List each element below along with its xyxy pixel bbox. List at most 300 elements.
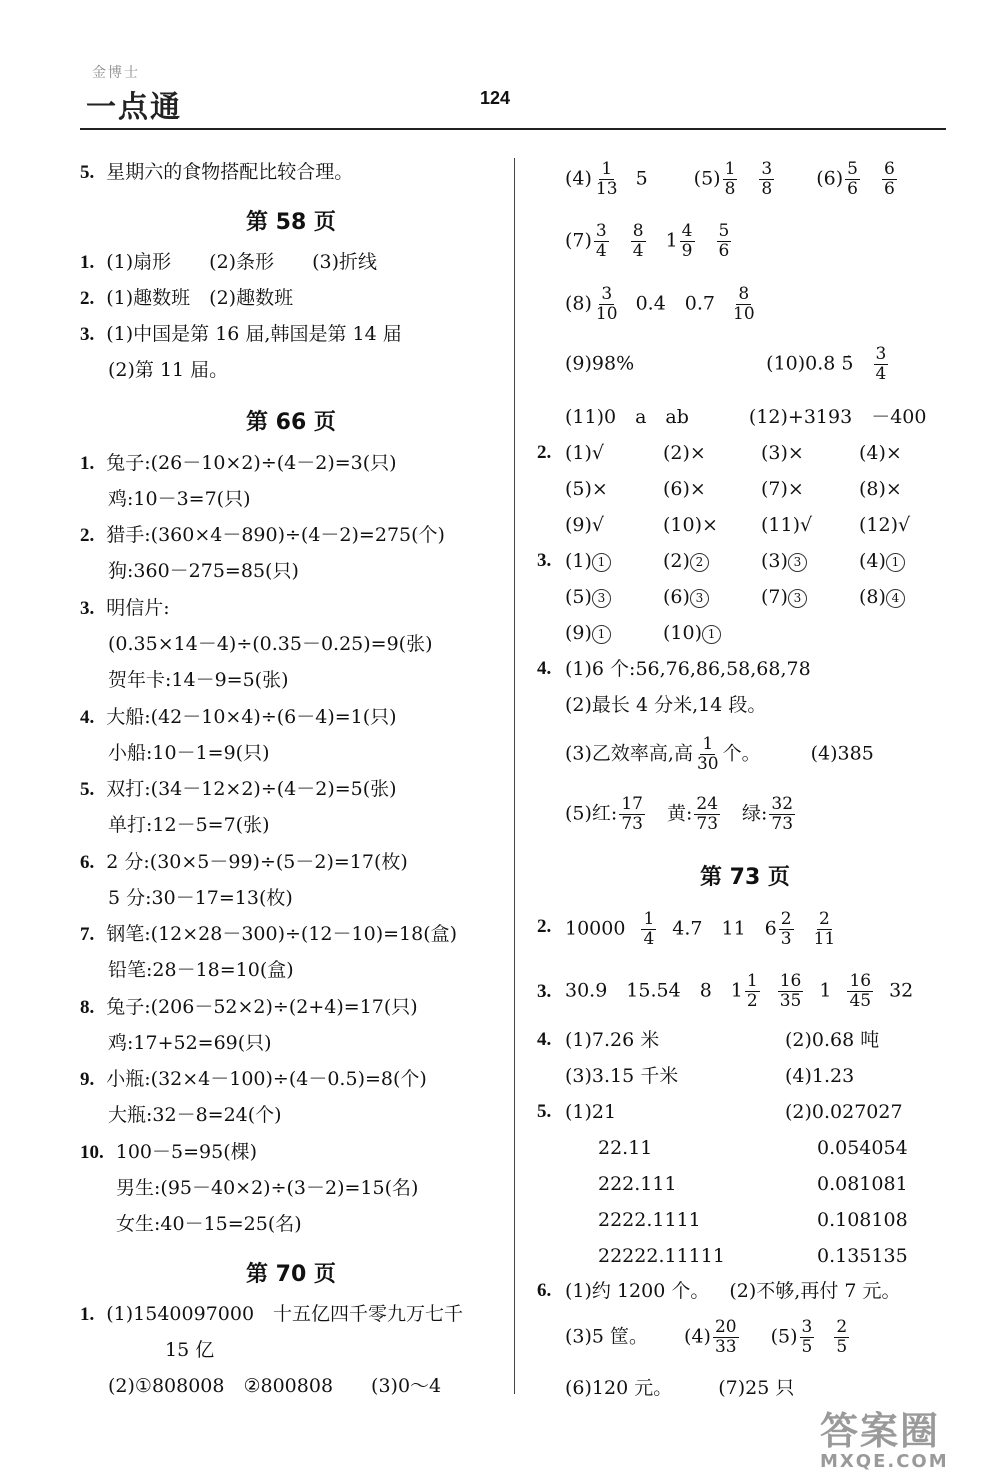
- answer-line: [80, 850, 408, 875]
- sequence-value: [817, 1208, 908, 1232]
- text-span: 4.7 11 6: [672, 917, 777, 940]
- item-label: (3): [761, 442, 788, 464]
- item-label: (1): [565, 442, 592, 464]
- answer-text: 狗:360－275=85(只): [108, 560, 299, 582]
- mark: ×: [787, 442, 804, 464]
- fraction: [594, 222, 609, 261]
- item-label: (11): [761, 514, 801, 536]
- fraction: [769, 795, 795, 834]
- numerator: 2: [836, 1317, 848, 1337]
- answer-text: 鸡:17+52=69(只): [108, 1032, 272, 1054]
- question-number: 1.: [80, 453, 95, 474]
- choice-item: [859, 477, 902, 501]
- text-span: (6)120 元。: [565, 1377, 673, 1399]
- choice-item: [565, 621, 611, 645]
- question-number: 6.: [537, 1280, 552, 1301]
- question-number: 9.: [80, 1069, 95, 1090]
- answer-text: 小瓶:(32×4－100)÷(4－0.5)=8(个): [106, 1068, 427, 1090]
- fraction: [695, 735, 721, 774]
- answer-line: [565, 1100, 616, 1124]
- answer-line: [565, 285, 759, 324]
- fraction: [717, 222, 732, 261]
- numerator: 32: [771, 794, 794, 814]
- answer-text: 明信片:: [106, 597, 170, 619]
- item-label: (5): [565, 586, 592, 608]
- numerator: 3: [801, 1317, 813, 1337]
- answer-line: [565, 345, 890, 384]
- answer-text: 单打:12－5=7(张): [108, 814, 270, 836]
- mark: ×: [689, 442, 706, 464]
- fraction: [594, 285, 620, 324]
- sequence-value: [598, 1136, 652, 1160]
- text-span: 222.111: [598, 1173, 677, 1195]
- answer-line: [80, 922, 457, 947]
- section-heading: 第 58 页: [246, 210, 336, 235]
- answer-text: (2)最长 4 分米,14 段。: [565, 694, 767, 716]
- answer-text: 女生:40－15=25(名): [116, 1213, 302, 1235]
- answer-line: [108, 886, 293, 910]
- text-span: 0.4 0.7: [635, 292, 715, 315]
- fraction: [759, 160, 774, 199]
- answer-text: 兔子:(26－10×2)÷(4－2)=3(只): [106, 452, 397, 474]
- mark: ×: [702, 514, 718, 536]
- text-span: (7)25 只: [718, 1377, 795, 1399]
- choice-item: [663, 621, 721, 645]
- numerator: 6: [883, 159, 895, 179]
- answer-line: [785, 1100, 903, 1124]
- answer-text: (1)1540097000 十五亿四千零九万七千: [106, 1303, 464, 1325]
- text-span: 1: [819, 979, 832, 1002]
- answer-text: (0.35×14－4)÷(0.35－0.25)=9(张): [108, 633, 433, 655]
- sequence-value: [817, 1244, 908, 1268]
- numerator: 1: [724, 159, 736, 179]
- section-heading: 第 73 页: [700, 865, 790, 890]
- answer-line: [565, 222, 733, 261]
- text-span: 32: [889, 979, 914, 1002]
- numerator: 1: [746, 971, 758, 991]
- answer-line: [565, 1376, 794, 1400]
- answer-line: [116, 1212, 302, 1236]
- denominator: 5: [836, 1337, 848, 1357]
- answer-text: 兔子:(206－52×2)÷(2+4)=17(只): [106, 996, 418, 1018]
- denominator: 8: [724, 179, 736, 199]
- answer-line: [785, 1028, 879, 1052]
- numerator: 17: [621, 794, 643, 814]
- answer-line: [80, 705, 397, 730]
- answer-text: 双打:(34－12×2)÷(4－2)=5(张): [106, 778, 397, 800]
- question-number: 6.: [80, 852, 95, 873]
- item-label: (4): [859, 550, 886, 572]
- column-divider: [514, 158, 515, 1394]
- answer-text: 大船:(42－10×4)÷(6－4)=1(只): [106, 706, 397, 728]
- choice-item: [859, 513, 910, 537]
- numerator: 1: [702, 734, 714, 754]
- text-span: 5: [635, 167, 648, 190]
- answer-text: (1)6 个:56,76,86,58,68,78: [565, 658, 811, 680]
- denominator: 45: [849, 991, 872, 1011]
- question-number: 4.: [80, 707, 95, 728]
- text-span: (5)红:: [565, 802, 618, 825]
- answer-line: [80, 1067, 427, 1092]
- answer-line: [80, 523, 445, 548]
- answer-line: [565, 160, 899, 199]
- numerator: 3: [875, 344, 887, 364]
- denominator: 5: [801, 1337, 813, 1357]
- denominator: 30: [696, 754, 719, 774]
- denominator: 73: [771, 814, 794, 834]
- text-span: 0.135135: [817, 1245, 908, 1267]
- fraction: [680, 222, 695, 261]
- numerator: 2: [780, 909, 792, 929]
- answer-line: [80, 596, 170, 621]
- numerator: 3: [761, 159, 773, 179]
- denominator: 6: [847, 179, 858, 199]
- text-span: (4): [565, 167, 592, 190]
- fraction: [812, 910, 838, 949]
- text-span: 绿:: [742, 802, 768, 825]
- text-span: (5): [693, 167, 721, 190]
- text-span: (12)+3193 －400: [748, 406, 927, 428]
- numerator: 20: [714, 1317, 737, 1337]
- choice-item: [859, 441, 902, 465]
- choice-item: [565, 585, 611, 609]
- item-label: (7): [761, 478, 788, 500]
- choice-item: [663, 513, 718, 537]
- text-span: 22.11: [598, 1137, 653, 1159]
- header-divider: [80, 128, 946, 130]
- sequence-value: [598, 1172, 677, 1196]
- text-span: 0.054054: [817, 1137, 908, 1159]
- answer-line: [108, 741, 270, 765]
- denominator: 10: [733, 304, 755, 324]
- text-span: 0.081081: [817, 1173, 908, 1195]
- fraction: [845, 160, 860, 199]
- text-span: (4)385: [810, 742, 874, 765]
- numerator: 4: [681, 221, 693, 241]
- denominator: 13: [595, 179, 618, 199]
- mark: √: [898, 514, 911, 536]
- text-span: (3)5 筐。: [565, 1325, 649, 1348]
- answer-text: (2)①808008 ②800808 (3)0～4: [108, 1375, 442, 1397]
- text-span: (4)1.23: [785, 1065, 855, 1087]
- numerator: 16: [849, 971, 872, 991]
- text-span: (11)0 a ab: [565, 406, 689, 428]
- item-label: (3): [761, 550, 788, 572]
- answer-line: [80, 1302, 463, 1327]
- item-label: (12): [859, 514, 899, 536]
- circled-answer: 1: [702, 625, 721, 644]
- choice-item: [761, 513, 812, 537]
- sequence-value: [598, 1244, 725, 1268]
- item-label: (5): [565, 478, 592, 500]
- text-span: (1)约 1200 个。: [565, 1280, 710, 1302]
- circled-answer: 1: [886, 553, 905, 572]
- answer-line: [565, 405, 926, 429]
- answer-text: 鸡:10－3=7(只): [108, 488, 251, 510]
- answer-text: 大瓶:32－8=24(个): [108, 1104, 282, 1126]
- text-span: 0.108108: [817, 1209, 908, 1231]
- text-span: (1)21: [565, 1101, 617, 1123]
- fraction: [694, 795, 720, 834]
- choice-item: [761, 441, 804, 465]
- answer-text: 小船:10－1=9(只): [108, 742, 270, 764]
- answer-text: (2)第 11 届。: [108, 359, 229, 381]
- mark: ×: [885, 442, 902, 464]
- answer-line: [108, 1103, 282, 1127]
- text-span: 10000: [565, 917, 626, 940]
- denominator: 6: [718, 241, 730, 261]
- question-number: 2.: [80, 288, 95, 309]
- item-label: (9): [565, 622, 592, 644]
- text-span: 22222.11111: [598, 1245, 725, 1267]
- answer-text: 2 分:(30×5－99)÷(5－2)=17(枚): [106, 851, 408, 873]
- fraction: [874, 345, 889, 384]
- choice-item: [565, 477, 608, 501]
- mark: √: [591, 514, 605, 536]
- text-span: (2)0.027027: [785, 1101, 903, 1123]
- answer-line: [80, 451, 397, 476]
- item-label: (8): [859, 586, 886, 608]
- item-label: (8): [859, 478, 886, 500]
- question-number: 4.: [537, 1029, 552, 1050]
- fraction: [619, 795, 645, 834]
- answer-line: [80, 322, 402, 347]
- answer-line: [108, 487, 251, 511]
- answer-line: [565, 1279, 900, 1303]
- answer-line: [108, 559, 299, 583]
- text-span: 1: [665, 229, 678, 252]
- text-span: (4): [684, 1325, 711, 1348]
- answer-text: 猎手:(360×4－890)÷(4－2)=275(个): [106, 524, 445, 546]
- answer-text: 铅笔:28－18=10(盒): [108, 959, 294, 981]
- answer-text: (1)扇形 (2)条形 (3)折线: [106, 251, 377, 273]
- question-number: 3.: [80, 324, 95, 345]
- text-span: 30.9 15.54 8 1: [565, 979, 743, 1002]
- fraction: [731, 285, 757, 324]
- fraction: [800, 1318, 815, 1357]
- choice-item: [565, 549, 611, 573]
- answer-line: [565, 910, 839, 949]
- item-label: (6): [663, 586, 690, 608]
- numerator: 5: [847, 159, 858, 179]
- answer-line: [80, 1140, 257, 1165]
- answer-text: (1)中国是第 16 届,韩国是第 14 届: [106, 323, 402, 345]
- numerator: 2: [819, 909, 830, 929]
- sequence-value: [817, 1136, 908, 1160]
- circled-answer: 1: [592, 553, 611, 572]
- sequence-value: [598, 1208, 701, 1232]
- denominator: 3: [780, 929, 792, 949]
- circled-answer: 4: [886, 589, 905, 608]
- answer-line: [108, 668, 289, 692]
- answer-line: [108, 813, 270, 837]
- fraction: [779, 910, 794, 949]
- page-number: 124: [480, 88, 511, 108]
- numerator: 8: [738, 284, 750, 304]
- answer-line: [80, 250, 377, 275]
- answer-line: [565, 1064, 678, 1088]
- text-span: (6): [816, 167, 844, 190]
- numerator: 1: [643, 909, 655, 929]
- answer-line: [80, 995, 418, 1020]
- answer-line: [785, 1064, 854, 1088]
- fraction: [631, 222, 646, 261]
- text-span: (10)0.8 5̇: [766, 352, 854, 375]
- choice-item: [565, 513, 604, 537]
- denominator: 73: [696, 814, 719, 834]
- answer-text: 5 分:30－17=13(枚): [108, 887, 293, 909]
- numerator: 16: [779, 971, 802, 991]
- choice-item: [663, 477, 706, 501]
- question-number: 1.: [80, 252, 95, 273]
- question-number: 1.: [80, 1304, 95, 1325]
- denominator: 9: [681, 241, 693, 261]
- question-number: 8.: [80, 997, 95, 1018]
- denominator: 4: [595, 241, 607, 261]
- choice-item: [761, 549, 807, 573]
- fraction: [723, 160, 738, 199]
- answer-text: 星期六的食物搭配比较合理。: [106, 161, 354, 183]
- denominator: 11: [813, 929, 836, 949]
- numerator: 3: [595, 221, 607, 241]
- denominator: 73: [621, 814, 643, 834]
- publisher-logo: [86, 62, 226, 125]
- item-label: (10): [663, 622, 703, 644]
- answer-line: [108, 1374, 441, 1398]
- answer-line: [565, 795, 797, 834]
- item-label: (9): [565, 514, 592, 536]
- text-span: 个。: [722, 742, 761, 765]
- item-label: (2): [663, 550, 690, 572]
- answer-line: [565, 657, 811, 681]
- item-label: (1): [565, 550, 592, 572]
- fraction: [594, 160, 620, 199]
- fraction: [778, 972, 804, 1011]
- mark: √: [591, 442, 605, 464]
- question-number: 10.: [80, 1142, 104, 1163]
- text-span: (2)不够,再付 7 元。: [729, 1280, 901, 1302]
- question-number: 2.: [537, 442, 552, 463]
- fraction: [834, 1318, 849, 1357]
- choice-item: [761, 477, 804, 501]
- answer-text: 100－5=95(棵): [115, 1141, 258, 1163]
- answer-text: 男生:(95－40×2)÷(3－2)=15(名): [116, 1177, 419, 1199]
- choice-item: [663, 441, 706, 465]
- text-span: (3)3.15 千米: [565, 1065, 679, 1087]
- numerator: 8: [632, 221, 644, 241]
- denominator: 4: [875, 364, 887, 384]
- sequence-value: [817, 1172, 908, 1196]
- mark: ×: [787, 478, 804, 500]
- circled-answer: 3: [788, 589, 807, 608]
- denominator: 2: [746, 991, 758, 1011]
- denominator: 4: [643, 929, 655, 949]
- answer-text: 15 亿: [165, 1339, 215, 1361]
- item-label: (10): [663, 514, 703, 536]
- item-label: (4): [859, 442, 886, 464]
- answer-line: [108, 958, 294, 982]
- answer-line: [565, 735, 874, 774]
- watermark: [820, 1400, 949, 1472]
- question-number: 4.: [537, 658, 552, 679]
- text-span: 黄:: [666, 802, 693, 825]
- mark: √: [800, 514, 813, 536]
- text-span: (9)98%: [565, 352, 635, 375]
- logo-main-text: 一点通: [86, 90, 182, 125]
- answer-line: [108, 632, 433, 656]
- question-number: 2.: [80, 525, 95, 546]
- answer-line: [565, 693, 766, 717]
- text-span: (7): [565, 229, 592, 252]
- answer-text: 贺年卡:14－9=5(张): [108, 669, 289, 691]
- answer-text: (1)趣数班 (2)趣数班: [106, 287, 294, 309]
- answer-line: [80, 286, 293, 311]
- fraction: [641, 910, 656, 949]
- text-span: (8): [565, 292, 592, 315]
- answer-line: [565, 1318, 851, 1357]
- answer-line: [108, 358, 228, 382]
- section-heading: 第 70 页: [246, 1262, 336, 1287]
- circled-answer: 3: [788, 553, 807, 572]
- answer-text: 钢笔:(12×28－300)÷(12－10)=18(盒): [106, 923, 458, 945]
- watermark-url: MXQE.COM: [820, 1451, 949, 1472]
- circled-answer: 2: [690, 553, 709, 572]
- answer-line: [108, 1031, 272, 1055]
- item-label: (6): [663, 478, 690, 500]
- circled-answer: 3: [592, 589, 611, 608]
- text-span: (5): [770, 1325, 798, 1348]
- mark: ×: [689, 478, 706, 500]
- choice-item: [859, 585, 905, 609]
- text-span: (2)0.68 吨: [785, 1029, 880, 1051]
- choice-item: [761, 585, 807, 609]
- circled-answer: 3: [690, 589, 709, 608]
- answer-line: [80, 160, 353, 185]
- question-number: 3.: [80, 598, 95, 619]
- answer-line: [165, 1338, 214, 1362]
- circled-answer: 1: [592, 625, 611, 644]
- fraction: [882, 160, 897, 199]
- answer-line: [565, 972, 913, 1011]
- denominator: 4: [632, 241, 644, 261]
- question-number: 7.: [80, 924, 95, 945]
- answer-line: [80, 777, 397, 802]
- denominator: 8: [761, 179, 773, 199]
- logo-small-text: 金博士: [92, 65, 140, 81]
- denominator: 10: [595, 304, 618, 324]
- watermark-main: 答案圈: [820, 1409, 941, 1453]
- choice-item: [663, 549, 709, 573]
- question-number: 3.: [537, 981, 552, 1002]
- fraction: [745, 972, 760, 1011]
- item-label: (2): [663, 442, 690, 464]
- mark: ×: [885, 478, 902, 500]
- question-number: 2.: [537, 916, 552, 937]
- numerator: 5: [718, 221, 730, 241]
- question-number: 5.: [537, 1101, 552, 1122]
- numerator: 3: [601, 284, 613, 304]
- numerator: 24: [696, 794, 719, 814]
- choice-item: [663, 585, 709, 609]
- question-number: 3.: [537, 550, 552, 571]
- denominator: 33: [714, 1337, 737, 1357]
- answer-line: [116, 1176, 418, 1200]
- text-span: 2222.1111: [598, 1209, 701, 1231]
- answer-line: [565, 1028, 659, 1052]
- text-span: (3)乙效率高,高: [565, 742, 693, 765]
- text-span: (1)7.26 米: [565, 1029, 660, 1051]
- numerator: 1: [601, 159, 613, 179]
